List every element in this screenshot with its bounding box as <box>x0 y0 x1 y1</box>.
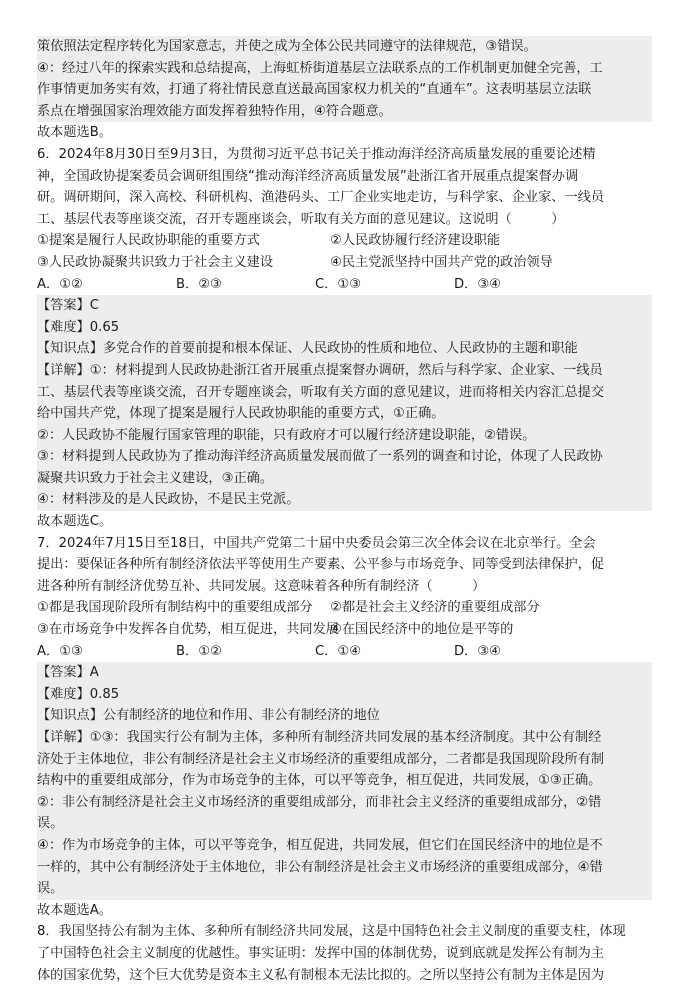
text-line: 神，全国政协提案委员会调研组围绕“推动海洋经济高质量发展”赴浙江省开展重点提案督办调 <box>37 168 579 184</box>
q7-choice-d: D．③④ <box>454 643 501 659</box>
text-line: 【详解】①③：我国实行公有制为主体，多种所有制经济共同发展的基本经济制度。其中公有制经 <box>37 727 652 749</box>
text-line: ④：材料涉及的是人民政协，不是民主党派。 <box>37 489 652 511</box>
text-line: ④：经过八年的探索实践和总结提高，上海虹桥街道基层立法联系点的工作机制更加健全完善，工 <box>37 58 652 80</box>
q6-choice-c: C．①③ <box>315 276 362 292</box>
text-line: 给中国共产党，体现了提案是履行人民政协职能的重要方式，①正确。 <box>37 403 652 425</box>
text-line: 策依照法定程序转化为国家意志，并使之成为全体公民共同遵守的法律规范，③错误。 <box>37 36 652 58</box>
text-line: 工、基层代表等座谈交流，召开专题座谈会，听取有关方面的意见建议，进而将相关内容汇总提交 <box>37 382 652 404</box>
q6-choices <box>37 274 652 296</box>
text-line: 误。 <box>37 878 652 900</box>
q6-option: ③人民政协凝聚共识致力于社会主义建设 <box>37 254 274 270</box>
text-line: ③：材料提到人民政协为了推动海洋经济高质量发展而做了一系列的调查和讨论，体现了人民政协 <box>37 446 652 468</box>
q7-options-row-2 <box>37 619 652 641</box>
document-page <box>37 36 652 986</box>
q7-difficulty: 【难度】0.85 <box>37 684 652 706</box>
q6-option: ②人民政协履行经济建设职能 <box>330 233 501 249</box>
q6-option: ④民主党派坚持中国共产党的政治领导 <box>330 254 553 270</box>
q7-option: ①都是我国现阶段所有制结构中的重要组成部分 <box>37 600 313 616</box>
text-line: 济处于主体地位，非公有制经济是社会主义市场经济的重要组成部分，二者都是我国现阶段所有制 <box>37 749 652 771</box>
q7-choice-a: A．①③ <box>37 643 83 659</box>
q7-choice-c: C．①④ <box>315 643 362 659</box>
text-line: 体的国家优势，这个巨大优势是资本主义私有制根本无法比拟的。之所以坚持公有制为主体是因为 <box>37 967 605 983</box>
text-line: ④：作为市场竞争的主体，可以平等竞争，相互促进，共同发展，但它们在国民经济中的地位是不 <box>37 835 652 857</box>
q6-options-row-2 <box>37 252 652 274</box>
text-line: ②：非公有制经济是社会主义市场经济的重要组成部分，而非社会主义经济的重要组成部分，②错 <box>37 792 652 814</box>
q6-difficulty: 【难度】0.65 <box>37 317 652 339</box>
q7-choices <box>37 641 652 663</box>
text-line: 8．我国坚持公有制为主体、多种所有制经济共同发展，这是中国特色社会主义制度的重要支柱，体现 <box>37 924 626 940</box>
text-line: 6．2024年8月30日至9月3日，为贯彻习近平总书记关于推动海洋经济高质量发展的重要论述精 <box>37 146 596 162</box>
text-line: 7．2024年7月15日至18日，中国共产党第二十届中央委员会第三次全体会议在北京举行。全会 <box>37 535 596 551</box>
text-line: 【详解】①：材料提到人民政协赴浙江省开展重点提案督办调研，然后与科学家、企业家、一线员 <box>37 360 652 382</box>
q6-explanation-section <box>37 338 652 597</box>
text-line: 故本题选B。 <box>37 125 112 141</box>
q7-answer: 【答案】A <box>37 662 652 684</box>
q7-option: ②都是社会主义经济的重要组成部分 <box>330 600 540 616</box>
text-line: 提出：要保证各种所有制经济依法平等使用生产要素、公平参与市场竞争、同等受到法律保护，促 <box>37 557 605 573</box>
text-line: 作事情更加务实有效，打通了将社情民意直送最高国家权力机关的“直通车”。这表明基层立法联 <box>37 79 652 101</box>
text-line: 工、基层代表等座谈交流，召开专题座谈会，听取有关方面的意见建议。这说明（ ） <box>37 211 565 227</box>
q6-choice-b: B．②③ <box>176 276 222 292</box>
q7-explanation-section <box>37 705 652 986</box>
text-line: 系点在增强国家治理效能方面发挥着独特作用，④符合题意。 <box>37 101 652 123</box>
q7-options-row-1 <box>37 597 652 619</box>
q7-option: ③在市场竞争中发挥各自优势，相互促进，共同发展 <box>37 622 339 638</box>
text-line: 凝聚共识致力于社会主义建设，③正确。 <box>37 468 652 490</box>
q6-choice-a: A．①② <box>37 276 83 292</box>
q6-answer: 【答案】C <box>37 295 652 317</box>
text-line: 【知识点】公有制经济的地位和作用、非公有制经济的地位 <box>37 705 652 727</box>
text-line: 一样的，其中公有制经济处于主体地位，非公有制经济是社会主义市场经济的重要组成部分，④错 <box>37 857 652 879</box>
text-line: 了中国特色社会主义制度的优越性。事实证明：发挥中国的体制优势，说到底就是发挥公有制为主 <box>37 945 605 961</box>
text-line: 故本题选A。 <box>37 902 112 918</box>
text-line: 研。调研期间，深入高校、科研机构、渔港码头、工厂企业实地走访，与科学家、企业家、一线员 <box>37 190 605 206</box>
q6-options-row-1 <box>37 230 652 252</box>
text-line: 【知识点】多党合作的首要前提和根本保证、人民政协的性质和地位、人民政协的主题和职能 <box>37 338 652 360</box>
q6-choice-d: D．③④ <box>454 276 501 292</box>
text-line: 故本题选C。 <box>37 514 113 530</box>
q6-option: ①提案是履行人民政协职能的重要方式 <box>37 233 260 249</box>
intro-section <box>37 36 652 230</box>
text-line: ②：人民政协不能履行国家管理的职能，只有政府才可以履行经济建设职能，②错误。 <box>37 425 652 447</box>
text-line: 结构中的重要组成部分，作为市场竞争的主体，可以平等竞争，相互促进，共同发展，①③正确。 <box>37 770 652 792</box>
text-line: 误。 <box>37 813 652 835</box>
q7-choice-b: B．①② <box>176 643 222 659</box>
q7-option: ④在国民经济中的地位是平等的 <box>330 622 514 638</box>
text-line: 进各种所有制经济优势互补、共同发展。这意味着各种所有制经济（ ） <box>37 578 486 594</box>
